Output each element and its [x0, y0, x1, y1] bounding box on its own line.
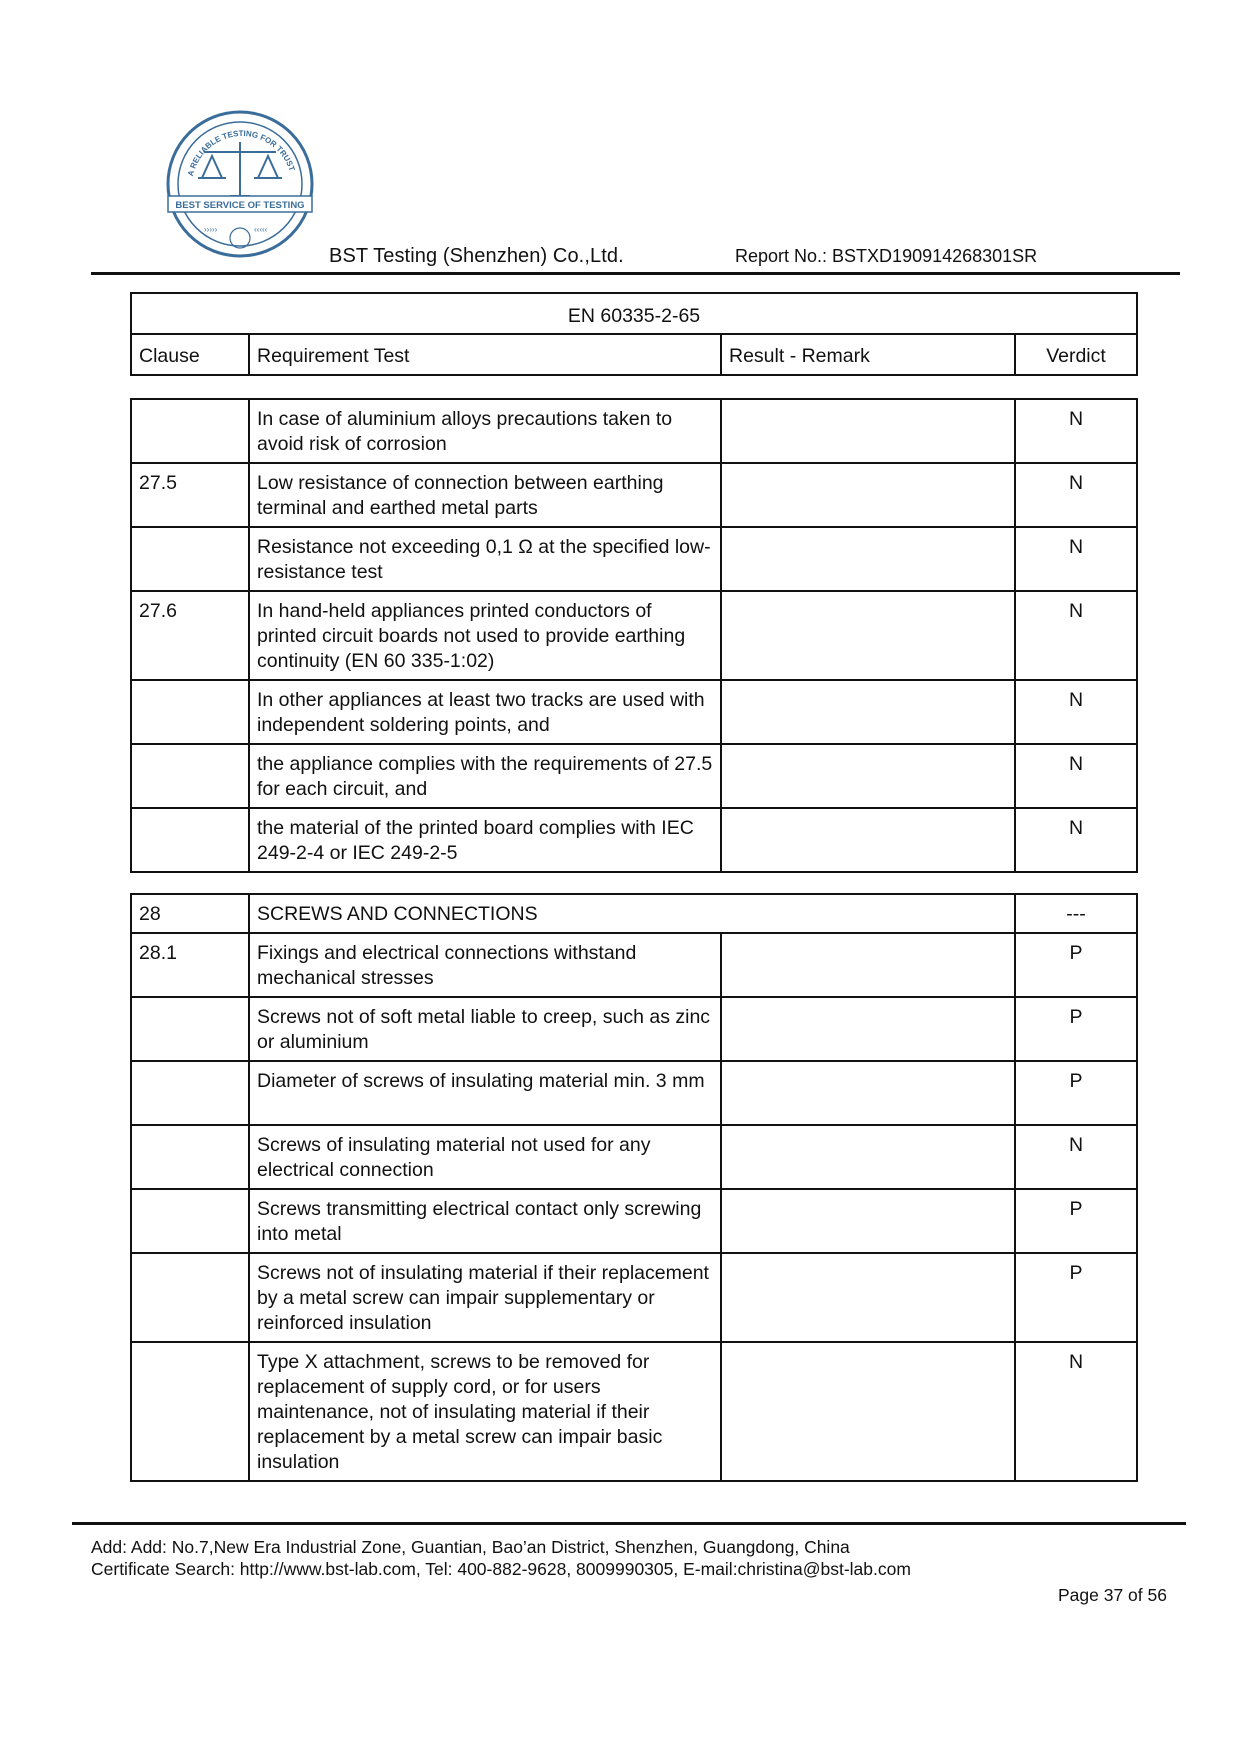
section-verdict: ---: [1015, 894, 1137, 933]
verdict-cell: N: [1015, 527, 1137, 591]
section-row: [131, 894, 1137, 933]
svg-text:›››››: ›››››: [204, 225, 218, 234]
standard-header-table: [130, 292, 1138, 376]
verdict-cell: P: [1015, 997, 1137, 1061]
clause-cell: [131, 997, 249, 1061]
requirement-cell: the material of the printed board complies with IEC 249-2-4 or IEC 249-2-5: [249, 808, 721, 872]
clause-28-table: [130, 893, 1138, 1482]
remark-cell: [721, 1253, 1015, 1342]
clause-cell: [131, 1342, 249, 1481]
verdict-cell: N: [1015, 744, 1137, 808]
section-clause: 28: [131, 894, 249, 933]
column-header-requirement: Requirement Test: [249, 334, 721, 375]
requirement-cell: In hand-held appliances printed conductors of printed circuit boards not used to provide earthing continuity (EN 60 335-1:02): [249, 591, 721, 680]
footer-divider: [72, 1522, 1186, 1525]
standard-title: EN 60335-2-65: [131, 293, 1137, 334]
remark-cell: [721, 997, 1015, 1061]
clause-cell: [131, 1189, 249, 1253]
table-row: [131, 744, 1137, 808]
column-header-clause: Clause: [131, 334, 249, 375]
remark-cell: [721, 1342, 1015, 1481]
section-title: SCREWS AND CONNECTIONS: [249, 894, 1015, 933]
verdict-cell: P: [1015, 933, 1137, 997]
table-row: [131, 997, 1137, 1061]
footer-contact: Certificate Search: http://www.bst-lab.com, Tel: 400-882-9628, 8009990305, E-mail:christina@bst-lab.com: [91, 1559, 911, 1579]
remark-cell: [721, 680, 1015, 744]
clause-27-table: [130, 398, 1138, 873]
table-row: [131, 808, 1137, 872]
clause-cell: [131, 680, 249, 744]
table-row: [131, 1061, 1137, 1125]
table-row: [131, 680, 1137, 744]
clause-cell: [131, 1061, 249, 1125]
report-number: Report No.: BSTXD190914268301SR: [735, 246, 1038, 266]
clause-cell: [131, 1253, 249, 1342]
column-header-verdict: Verdict: [1015, 334, 1137, 375]
verdict-cell: P: [1015, 1061, 1137, 1125]
table-row: [131, 1342, 1137, 1481]
requirement-cell: Fixings and electrical connections withstand mechanical stresses: [249, 933, 721, 997]
verdict-cell: N: [1015, 1125, 1137, 1189]
requirement-cell: Type X attachment, screws to be removed for replacement of supply cord, or for users maintenance, not of insulating material if their replacement by a metal screw can impair basic insulation: [249, 1342, 721, 1481]
requirement-cell: Low resistance of connection between earthing terminal and earthed metal parts: [249, 463, 721, 527]
verdict-cell: N: [1015, 1342, 1137, 1481]
requirement-cell: Screws not of insulating material if their replacement by a metal screw can impair supplementary or reinforced insulation: [249, 1253, 721, 1342]
remark-cell: [721, 744, 1015, 808]
bst-logo: [164, 108, 316, 260]
svg-text:‹‹‹‹‹: ‹‹‹‹‹: [254, 225, 268, 234]
remark-cell: [721, 399, 1015, 463]
remark-cell: [721, 463, 1015, 527]
table-row: [131, 1189, 1137, 1253]
verdict-cell: N: [1015, 808, 1137, 872]
requirement-cell: Screws transmitting electrical contact only screwing into metal: [249, 1189, 721, 1253]
requirement-cell: Diameter of screws of insulating material min. 3 mm: [249, 1061, 721, 1125]
requirement-cell: In other appliances at least two tracks are used with independent soldering points, and: [249, 680, 721, 744]
clause-cell: 28.1: [131, 933, 249, 997]
clause-cell: [131, 1125, 249, 1189]
requirement-cell: Resistance not exceeding 0,1 Ω at the specified low-resistance test: [249, 527, 721, 591]
verdict-cell: N: [1015, 463, 1137, 527]
remark-cell: [721, 1061, 1015, 1125]
company-name: BST Testing (Shenzhen) Co.,Ltd.: [329, 245, 624, 267]
requirement-cell: the appliance complies with the requirements of 27.5 for each circuit, and: [249, 744, 721, 808]
table-row: [131, 933, 1137, 997]
remark-cell: [721, 1125, 1015, 1189]
verdict-cell: N: [1015, 399, 1137, 463]
table-row: [131, 1125, 1137, 1189]
clause-cell: [131, 527, 249, 591]
verdict-cell: N: [1015, 591, 1137, 680]
clause-cell: 27.5: [131, 463, 249, 527]
requirement-cell: Screws not of soft metal liable to creep, such as zinc or aluminium: [249, 997, 721, 1061]
header-divider: [91, 272, 1180, 275]
table-row: [131, 591, 1137, 680]
clause-cell: [131, 808, 249, 872]
verdict-cell: N: [1015, 680, 1137, 744]
remark-cell: [721, 808, 1015, 872]
table-row: [131, 527, 1137, 591]
column-header-remark: Result - Remark: [721, 334, 1015, 375]
table-row: [131, 463, 1137, 527]
requirement-cell: Screws of insulating material not used for any electrical connection: [249, 1125, 721, 1189]
verdict-cell: P: [1015, 1189, 1137, 1253]
page-number: Page 37 of 56: [1058, 1585, 1167, 1605]
footer-address: Add: Add: No.7,New Era Industrial Zone, Guantian, Bao’an District, Shenzhen, Guangdong, China: [91, 1537, 850, 1557]
remark-cell: [721, 527, 1015, 591]
logo-banner-text: BEST SERVICE OF TESTING: [175, 200, 305, 211]
table-row: [131, 1253, 1137, 1342]
remark-cell: [721, 591, 1015, 680]
table-row: [131, 399, 1137, 463]
scale-icon: [198, 142, 282, 196]
requirement-cell: In case of aluminium alloys precautions taken to avoid risk of corrosion: [249, 399, 721, 463]
remark-cell: [721, 1189, 1015, 1253]
logo-arc-text: A RELIABLE TESTING FOR TRUST: [186, 128, 297, 178]
clause-cell: 27.6: [131, 591, 249, 680]
clause-27-rows: [131, 399, 1137, 872]
remark-cell: [721, 933, 1015, 997]
verdict-cell: P: [1015, 1253, 1137, 1342]
clause-cell: [131, 399, 249, 463]
clause-cell: [131, 744, 249, 808]
